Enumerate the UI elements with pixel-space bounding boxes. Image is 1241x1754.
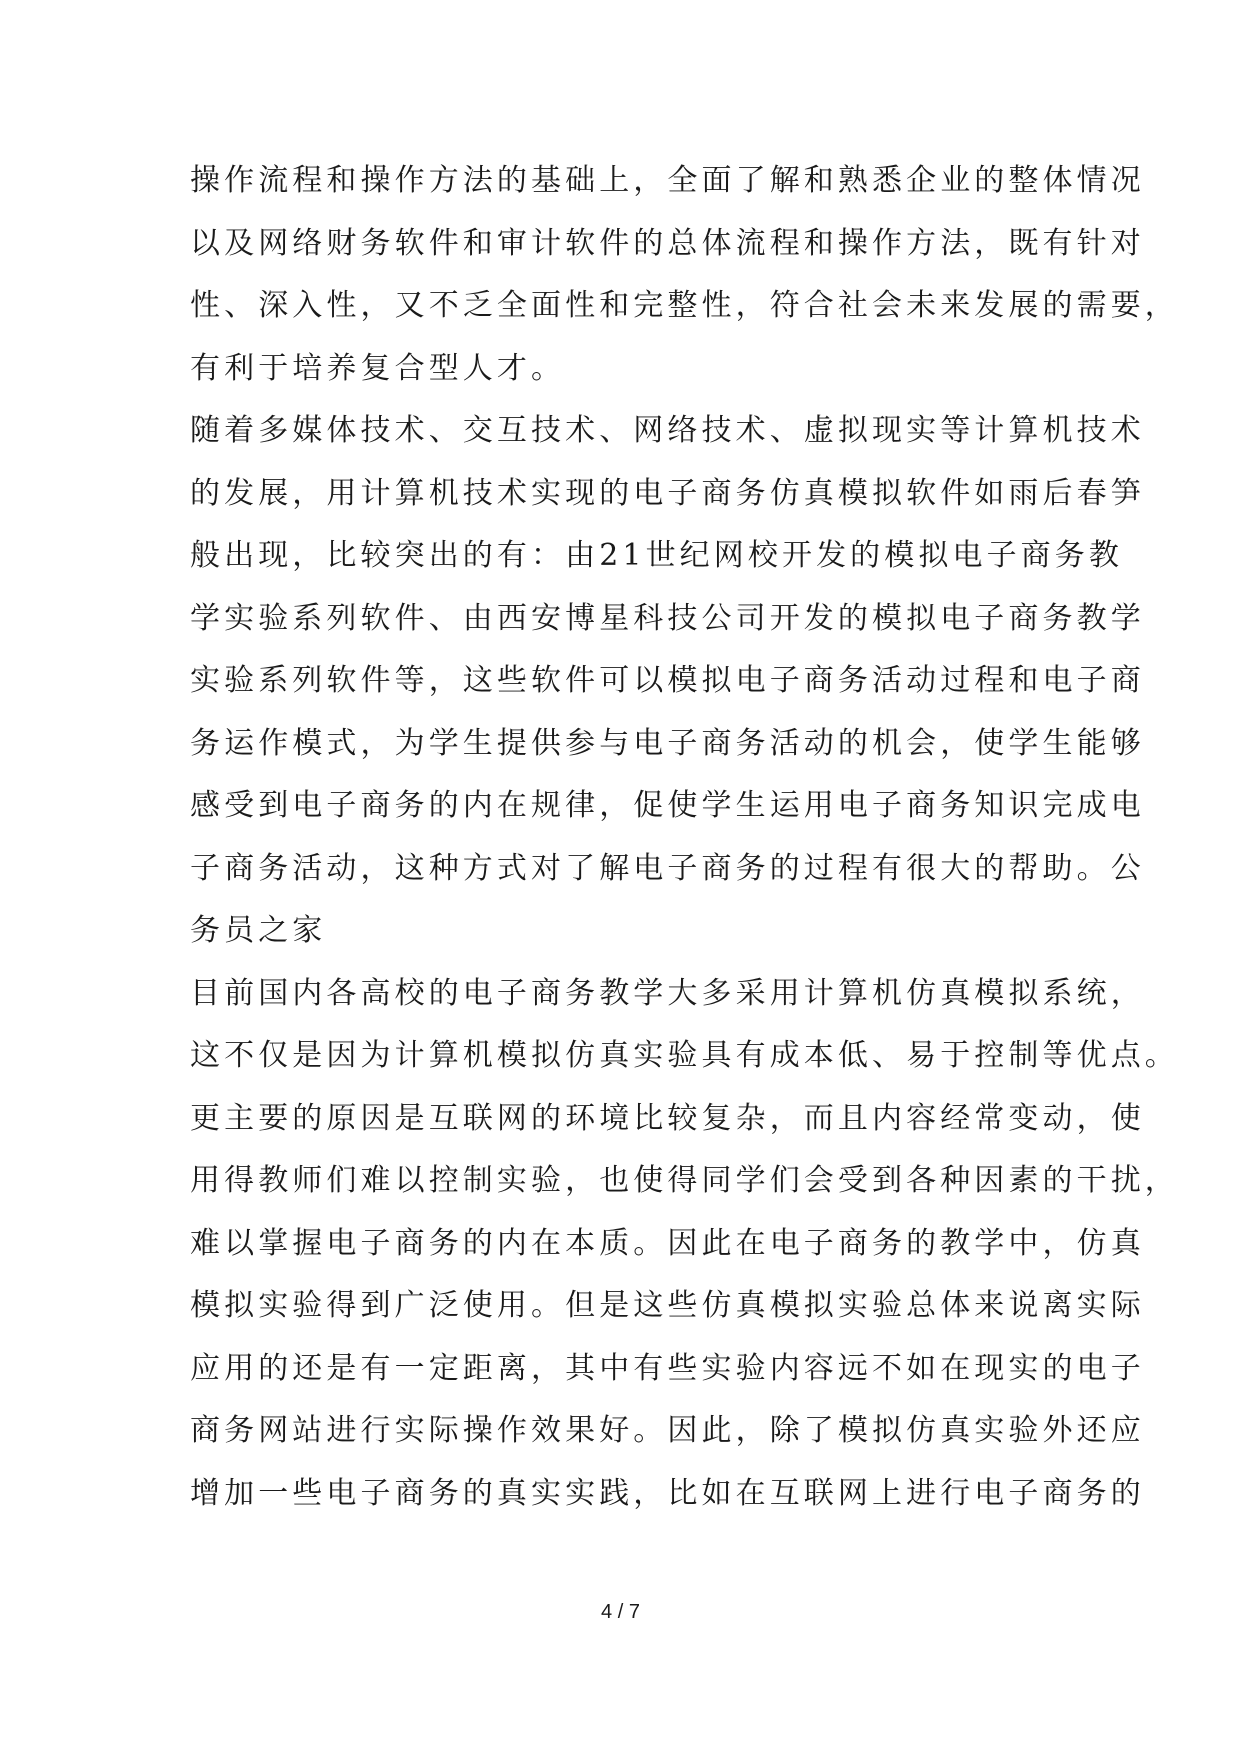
text-line: 随着多媒体技术、交互技术、网络技术、虚拟现实等计算机技术 [190, 413, 1145, 448]
text-line: 难以掌握电子商务的内在本质。因此在电子商务的教学中，仿真 [190, 1225, 1145, 1261]
text-line: 这不仅是因为计算机模拟仿真实验具有成本低、易于控制等优点。 [190, 1038, 1179, 1073]
text-line: 务运作模式，为学生提供参与电子商务活动的机会，使学生能够 [190, 725, 1145, 761]
text-line: 应用的还是有一定距离，其中有些实验内容远不如在现实的电子 [190, 1350, 1145, 1386]
page-number: 4 / 7 [601, 1601, 640, 1623]
text-line: 增加一些电子商务的真实实践，比如在互联网上进行电子商务的 [190, 1475, 1145, 1511]
text-line: 目前国内各高校的电子商务教学大多采用计算机仿真模拟系统， [190, 975, 1145, 1011]
text-line: 以及网络财务软件和审计软件的总体流程和操作方法，既有针对 [190, 225, 1145, 261]
text-line: 操作流程和操作方法的基础上，全面了解和熟悉企业的整体情况 [190, 163, 1145, 198]
text-line: 更主要的原因是互联网的环境比较复杂，而且内容经常变动，使 [190, 1100, 1145, 1136]
text-line: 模拟实验得到广泛使用。但是这些仿真模拟实验总体来说离实际 [190, 1288, 1145, 1323]
text-line: 学实验系列软件、由西安博星科技公司开发的模拟电子商务教学 [190, 600, 1145, 636]
text-line: 用得教师们难以控制实验，也使得同学们会受到各种因素的干扰， [190, 1163, 1179, 1198]
text-line: 性、深入性，又不乏全面性和完整性，符合社会未来发展的需要， [190, 288, 1179, 323]
text-line: 务员之家 [190, 913, 327, 948]
text-line: 的发展，用计算机技术实现的电子商务仿真模拟软件如雨后春笋 [190, 475, 1145, 511]
body-text [190, 150, 1179, 1525]
text-line: 实验系列软件等，这些软件可以模拟电子商务活动过程和电子商 [190, 663, 1145, 698]
text-line: 有利于培养复合型人才。 [190, 350, 566, 386]
text-line: 般出现，比较突出的有：由21世纪网校开发的模拟电子商务教 [190, 538, 1123, 573]
text-line: 子商务活动，这种方式对了解电子商务的过程有很大的帮助。公 [190, 850, 1145, 886]
text-line: 商务网站进行实际操作效果好。因此，除了模拟仿真实验外还应 [190, 1413, 1145, 1448]
text-line: 感受到电子商务的内在规律，促使学生运用电子商务知识完成电 [190, 788, 1145, 823]
